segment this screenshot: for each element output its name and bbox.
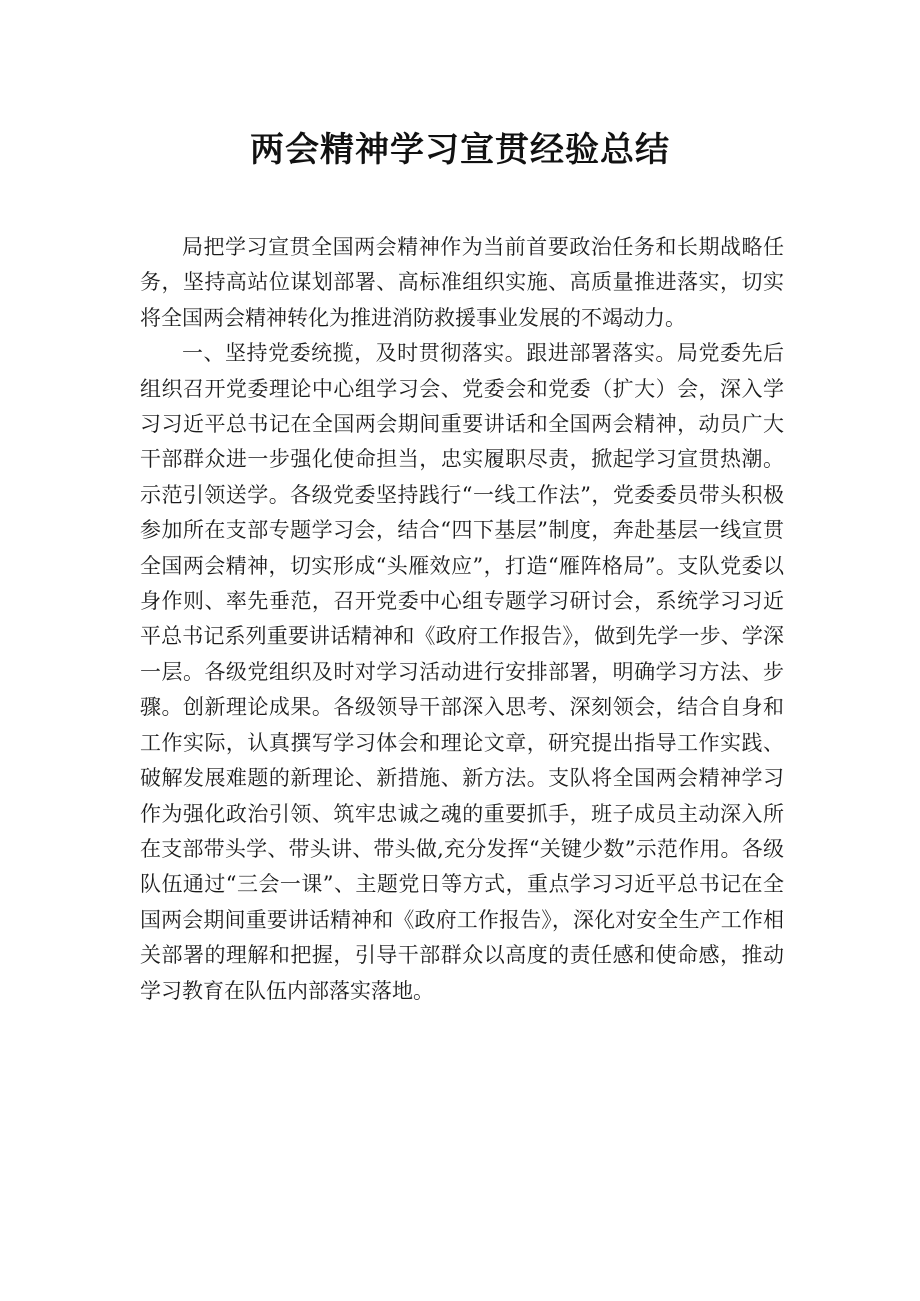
- intro-paragraph: 局把学习宣贯全国两会精神作为当前首要政治任务和长期战略任务，坚持高站位谋划部署、高标准组织实施、高质量推进落实，切实将全国两会精神转化为推进消防救援事业发展的不竭动力。: [140, 235, 784, 330]
- document-title: 两会精神学习宣贯经验总结: [250, 130, 670, 170]
- document-body: [140, 230, 784, 1009]
- section-one-paragraph: 一、坚持党委统揽，及时贯彻落实。跟进部署落实。局党委先后组织召开党委理论中心组学习会、党委会和党委（扩大）会，深入学习习近平总书记在全国两会期间重要讲话和全国两会精神，动员广大干部群众进一步强化使命担当，忠实履职尽责，掀起学习宣贯热潮。示范引领送学。各级党委坚持践行“一线工作法”，党委委员带头积极参加所在支部专题学习会，结合“四下基层”制度，奔赴基层一线宣贯全国两会精神，切实形成“头雁效应”，打造“雁阵格局”。支队党委以身作则、率先垂范，召开党委中心组专题学习研讨会，系统学习习近平总书记系列重要讲话精神和《政府工作报告》，做到先学一步、学深一层。各级党组织及时对学习活动进行安排部署，明确学习方法、步骤。创新理论成果。各级领导干部深入思考、深刻领会，结合自身和工作实际，认真撰写学习体会和理论文章，研究提出指导工作实践、破解发展难题的新理论、新措施、新方法。支队将全国两会精神学习作为强化政治引领、筑牢忠诚之魂的重要抓手，班子成员主动深入所在支部带头学、带头讲、带头做,充分发挥“关键少数”示范作用。各级队伍通过“三会一课”、主题党日等方式，重点学习习近平总书记在全国两会期间重要讲话精神和《政府工作报告》，深化对安全生产工作相关部署的理解和把握，引导干部群众以高度的责任感和使命感，推动学习教育在队伍内部落实落地。: [140, 341, 784, 1003]
